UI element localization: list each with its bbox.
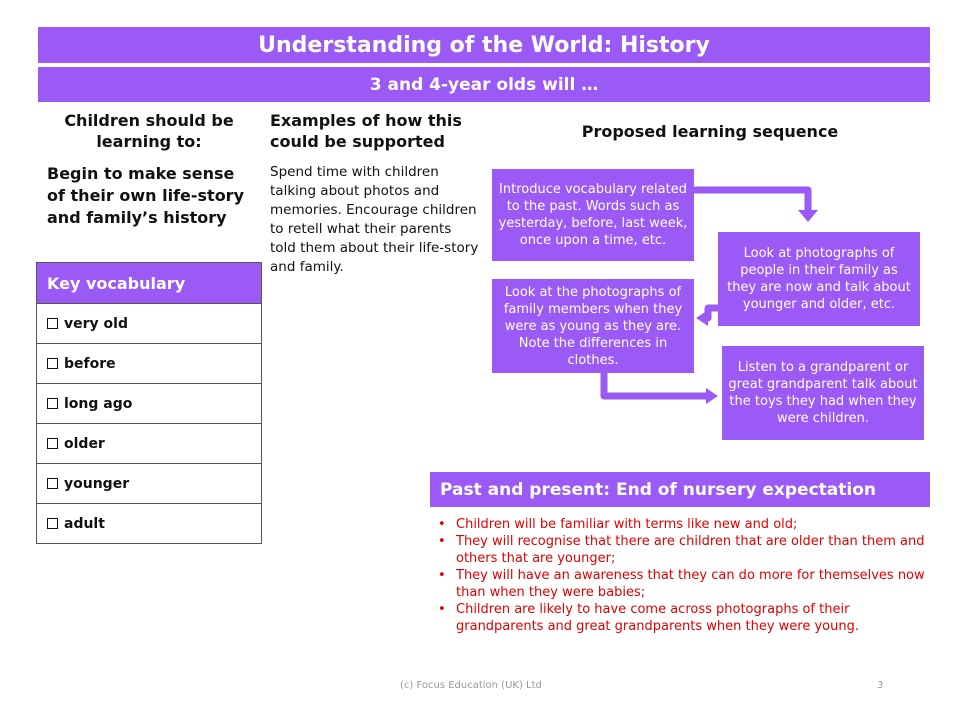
expectation-heading: Past and present: End of nursery expectation	[430, 472, 930, 507]
arrowhead-2	[696, 310, 708, 326]
expectation-point: • Children are likely to have come across photographs of their grandparents and great grandparents when they were young.	[436, 601, 931, 635]
vocab-item: younger	[37, 463, 261, 503]
vocab-item: very old	[37, 303, 261, 343]
page-title: Understanding of the World: History	[38, 27, 930, 63]
sequence-column-heading: Proposed learning sequence	[581, 122, 839, 141]
key-vocabulary-heading: Key vocabulary	[37, 263, 261, 303]
expectation-point: • They will have an awareness that they can do more for themselves now than when they were babies;	[436, 567, 931, 601]
copyright-footer: (c) Focus Education (UK) Ltd	[400, 680, 542, 691]
examples-text: Spend time with children talking about photos and memories. Encourage children to retell what their parents told them about their life-story and family.	[270, 164, 479, 275]
arrow-step3-to-step4	[604, 373, 706, 396]
vocab-item: before	[37, 343, 261, 383]
expectation-list	[436, 516, 931, 635]
arrowhead-3	[706, 388, 718, 404]
vocab-item: older	[37, 423, 261, 463]
sequence-step-4: Listen to a grandparent or great grandparent talk about the toys they had when they were children.	[722, 346, 924, 440]
arrowhead-1	[798, 210, 818, 222]
expectation-point: • Children will be familiar with terms like new and old;	[436, 516, 931, 533]
examples-column-heading: Examples of how this could be supported	[270, 111, 462, 151]
sequence-step-1: Introduce vocabulary related to the past. Words such as yesterday, before, last week, once upon a time, etc.	[492, 169, 694, 261]
vocab-item: long ago	[37, 383, 261, 423]
age-subtitle: 3 and 4-year olds will …	[38, 67, 930, 102]
learning-goal: Begin to make sense of their own life-story and family’s history	[47, 164, 244, 227]
vocab-item: adult	[37, 503, 261, 543]
sequence-step-2: Look at photographs of people in their family as they are now and talk about younger and older, etc.	[718, 232, 920, 326]
arrow-step1-to-step2	[694, 190, 808, 212]
learning-column-heading: Children should be learning to:	[64, 111, 234, 151]
page-number: 3	[877, 680, 884, 691]
sequence-step-3: Look at the photographs of family members when they were as young as they are. Note the differences in clothes.	[492, 279, 694, 373]
expectation-point: • They will recognise that there are children that are older than them and others that are younger;	[436, 533, 931, 567]
